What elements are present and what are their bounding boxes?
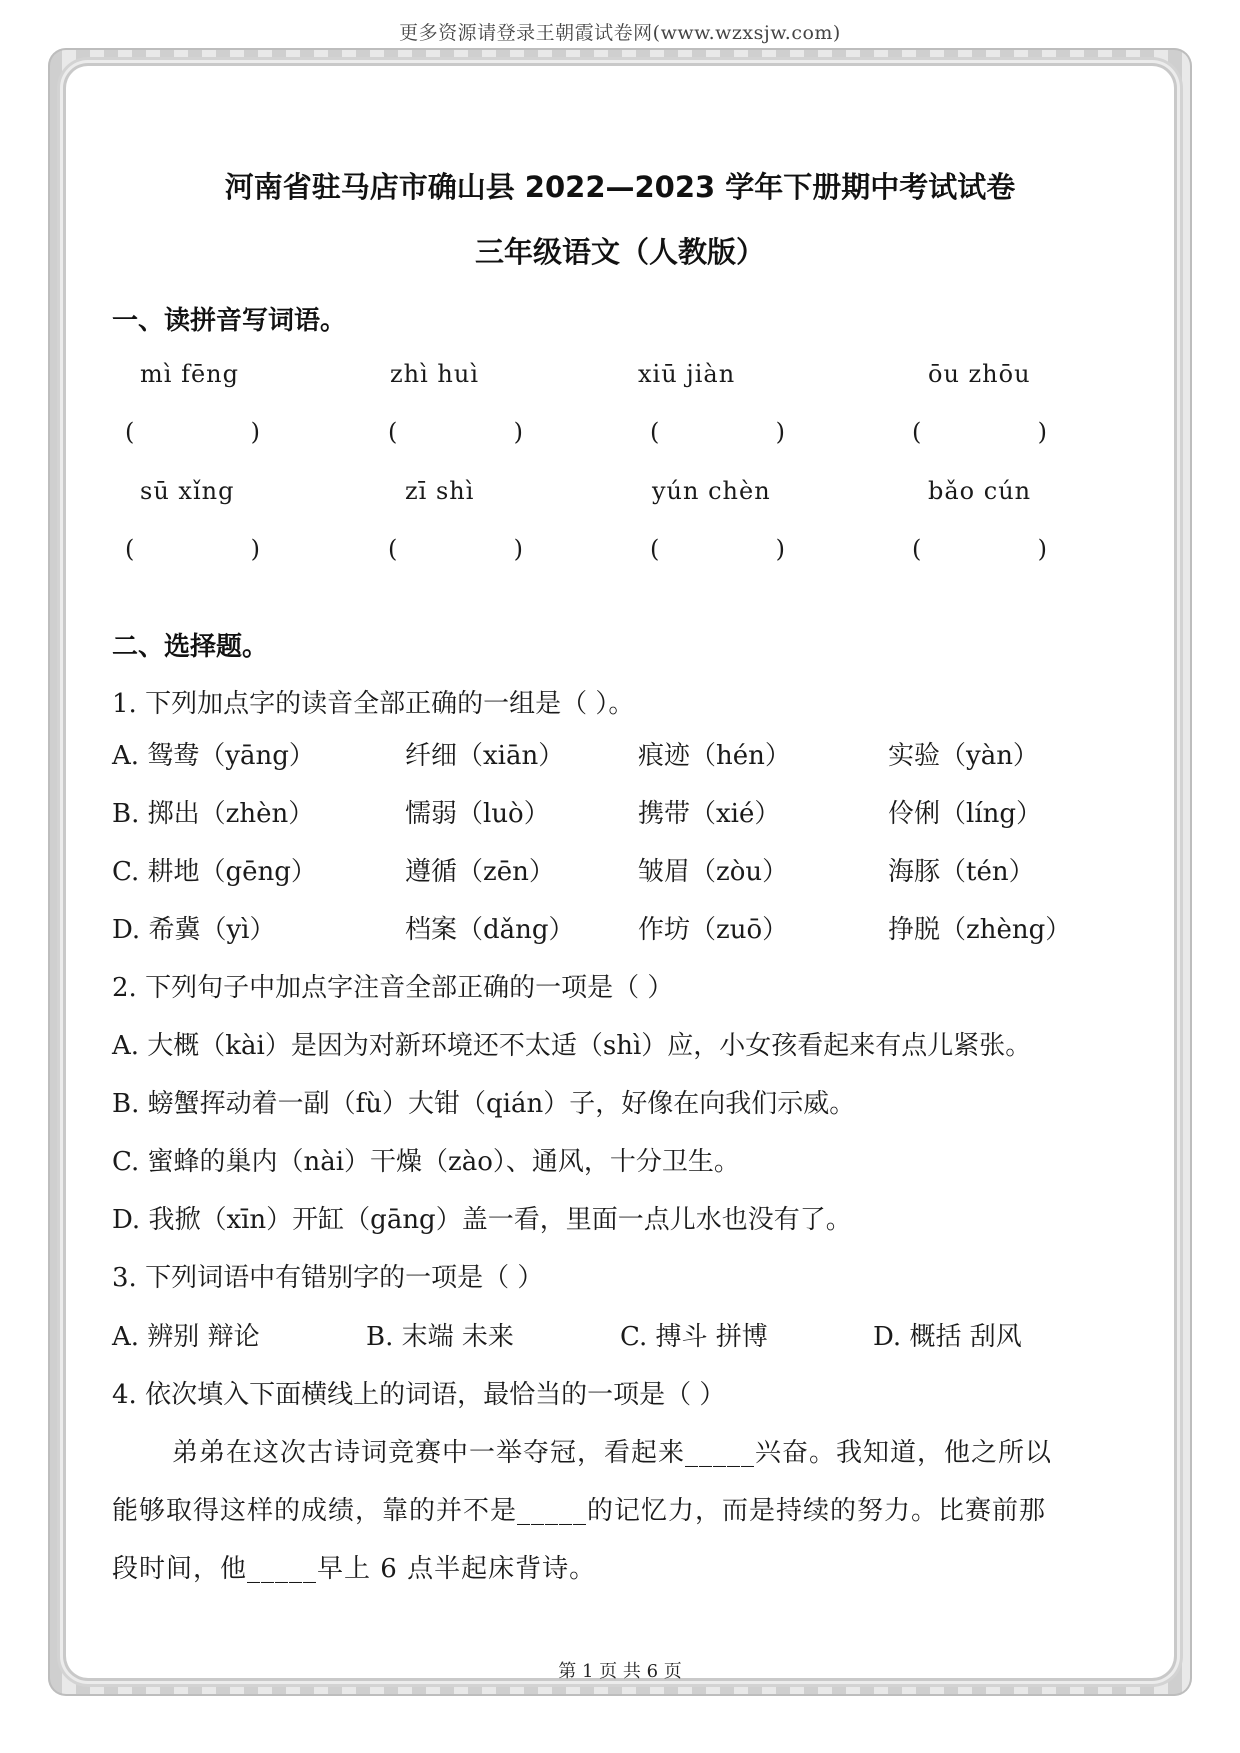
pinyin-item: zī shì xyxy=(405,477,475,505)
answer-blank[interactable] xyxy=(912,535,1047,563)
q1-option: A. 鸳鸯（yāng） xyxy=(112,741,315,771)
q1-option: 档案（dǎng） xyxy=(405,915,575,945)
q1-option: 携带（xié） xyxy=(638,799,781,829)
q2-option-a: A. 大概（kài）是因为对新环境还不太适（shì）应，小女孩看起来有点儿紧张。 xyxy=(112,1031,1032,1061)
page-number: 第 1 页 共 6 页 xyxy=(558,1661,682,1682)
q2-option-c: C. 蜜蜂的巢内（nài）干燥（zào）、通风，十分卫生。 xyxy=(112,1147,740,1177)
q4-paragraph-line: 弟弟在这次古诗词竞赛中一举夺冠，看起来_____兴奋。我知道，他之所以 xyxy=(172,1438,1053,1468)
q1-option: D. 希冀（yì） xyxy=(112,915,276,945)
q1-option: B. 掷出（zhèn） xyxy=(112,799,315,829)
blank-open: ( xyxy=(388,535,398,563)
q1-option: 海豚（tén） xyxy=(888,857,1035,887)
q1-option: 遵循（zēn） xyxy=(405,857,555,887)
answer-blank[interactable] xyxy=(912,418,1047,446)
q1-option: C. 耕地（gēng） xyxy=(112,857,317,887)
answer-blank[interactable] xyxy=(388,418,523,446)
pinyin-item: xiū jiàn xyxy=(638,360,736,388)
question-2-stem: 2. 下列句子中加点字注音全部正确的一项是（ ） xyxy=(112,973,674,1003)
blank-close: ) xyxy=(513,418,523,446)
q3-option-b: B. 末端 未来 xyxy=(366,1322,514,1352)
q1-option: 懦弱（luò） xyxy=(405,799,550,829)
section-2-heading: 二、选择题。 xyxy=(112,632,269,662)
q3-option-a: A. 辨别 辩论 xyxy=(112,1322,260,1352)
q1-option: 作坊（zuō） xyxy=(638,915,789,945)
q3-option-c: C. 搏斗 拼博 xyxy=(620,1322,768,1352)
pinyin-item: sū xǐng xyxy=(140,477,235,505)
q1-option: 伶俐（líng） xyxy=(888,799,1043,829)
pinyin-item: bǎo cún xyxy=(928,477,1032,505)
blank-open: ( xyxy=(912,535,922,563)
blank-open: ( xyxy=(650,535,660,563)
blank-close: ) xyxy=(250,418,260,446)
pinyin-item: zhì huì xyxy=(390,360,479,388)
answer-blank[interactable] xyxy=(125,418,260,446)
pinyin-item: ōu zhōu xyxy=(928,360,1031,388)
section-1-heading: 一、读拼音写词语。 xyxy=(112,306,347,336)
exam-title: 河南省驻马店市确山县 2022—2023 学年下册期中考试试卷 xyxy=(224,170,1016,204)
q1-option: 挣脱（zhèng） xyxy=(888,915,1072,945)
question-3-stem: 3. 下列词语中有错别字的一项是（ ） xyxy=(112,1263,544,1293)
blank-close: ) xyxy=(775,535,785,563)
pinyin-item: mì fēng xyxy=(140,360,239,388)
q3-option-d: D. 概括 刮风 xyxy=(873,1322,1022,1352)
blank-close: ) xyxy=(1037,418,1047,446)
answer-blank[interactable] xyxy=(650,535,785,563)
answer-blank[interactable] xyxy=(650,418,785,446)
blank-close: ) xyxy=(775,418,785,446)
q4-paragraph-line: 能够取得这样的成绩，靠的并不是_____的记忆力，而是持续的努力。比赛前那 xyxy=(112,1496,1047,1526)
question-1-stem: 1. 下列加点字的读音全部正确的一组是（ ）。 xyxy=(112,689,635,719)
answer-blank[interactable] xyxy=(125,535,260,563)
q4-paragraph-line: 段时间，他_____早上 6 点半起床背诗。 xyxy=(112,1554,597,1584)
blank-open: ( xyxy=(650,418,660,446)
q1-option: 皱眉（zòu） xyxy=(638,857,789,887)
pinyin-item: yún chèn xyxy=(652,477,771,505)
blank-close: ) xyxy=(1037,535,1047,563)
blank-close: ) xyxy=(513,535,523,563)
question-4-stem: 4. 依次填入下面横线上的词语，最恰当的一项是（ ） xyxy=(112,1380,726,1410)
answer-blank[interactable] xyxy=(388,535,523,563)
blank-close: ) xyxy=(250,535,260,563)
exam-subtitle: 三年级语文（人教版） xyxy=(474,235,765,269)
blank-open: ( xyxy=(125,535,135,563)
blank-open: ( xyxy=(912,418,922,446)
watermark: 更多资源请登录王朝霞试卷网(www.wzxsjw.com) xyxy=(399,22,841,44)
q1-option: 痕迹（hén） xyxy=(638,741,791,771)
q1-option: 实验（yàn） xyxy=(888,741,1039,771)
blank-open: ( xyxy=(388,418,398,446)
blank-open: ( xyxy=(125,418,135,446)
q2-option-d: D. 我掀（xīn）开缸（gāng）盖一看，里面一点儿水也没有了。 xyxy=(112,1205,852,1235)
q2-option-b: B. 螃蟹挥动着一副（fù）大钳（qián）子，好像在向我们示威。 xyxy=(112,1089,856,1119)
q1-option: 纤细（xiān） xyxy=(405,741,565,771)
